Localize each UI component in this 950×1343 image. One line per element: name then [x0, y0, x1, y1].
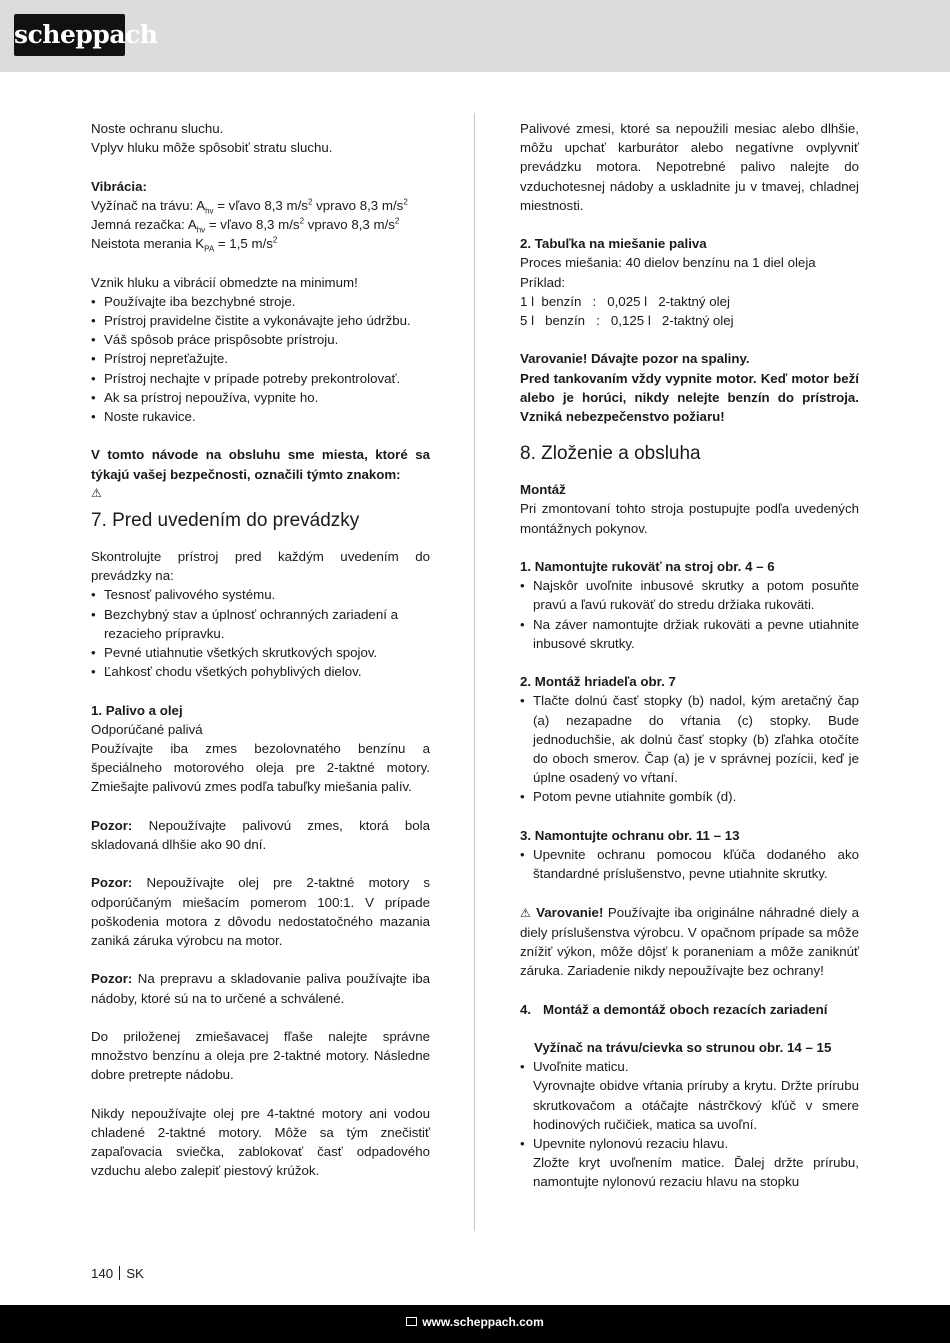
step-2-list — [520, 691, 859, 806]
column-divider — [474, 113, 475, 1231]
parts-warning: ⚠ Varovanie! Používajte iba originálne náhradné diely a diely príslušenstva výrobcu. V opačnom prípade sa môže znížiť výkon, môže dôjsť k poraneniam a môže zaniknúť záruka. Zariadenie nikdy nepoužívajte bez ochrany! — [520, 904, 859, 979]
safety-note: V tomto návode na obsluhu sme miesta, ktoré sa týkajú vašej bezpečnosti, označili týmto znakom: — [91, 447, 430, 482]
vibration-heading: Vibrácia: — [91, 178, 147, 194]
fuel-subheading: Odporúčané palivá — [91, 721, 203, 737]
fuel-heading: 1. Palivo a olej — [91, 702, 183, 718]
warning-triangle-icon: ⚠ — [91, 485, 102, 500]
step-1-heading: 1. Namontujte rukoväť na stroj obr. 4 – 6 — [520, 559, 775, 575]
right-column — [520, 119, 859, 1192]
example-label: Príklad: — [520, 274, 566, 290]
section-7-list — [91, 585, 430, 681]
refuel-warning: Pred tankovaním vždy vypnite motor. Keď motor beží alebo je horúci, nikdy nelejte benzín do prístroja. Vzniká nebezpečenstvo požiaru! — [520, 370, 859, 425]
list-item: • Potom pevne utiahnite gombík (d). — [520, 787, 859, 806]
mixing-ratio: Proces miešania: 40 dielov benzínu na 1 diel oleja — [520, 255, 816, 271]
vibration-line-2: Jemná rezačka: $A_{hv}$ = vľavo 8,3 $m/s^2$ vpravo 8,3 $m/s^2$ — [91, 216, 400, 235]
footer-bar — [0, 1305, 950, 1343]
step-3-heading: 3. Namontujte ochranu obr. 11 – 13 — [520, 827, 740, 843]
section-7-intro: Skontrolujte prístroj pred každým uvedením do prevádzky na: — [91, 549, 430, 584]
website-link[interactable]: www.scheppach.com — [0, 1315, 950, 1329]
caution-oil-ratio: Pozor: Nepoužívajte olej pre 2-taktné motory s odporúčaným miešacím pomerom 100:1. V prípade poškodenia motora z dôvodu nedostatočného mazania zaniká záruka výrobcu na motor. — [91, 875, 430, 949]
vibration-line-1: Vyžínač na trávu: $A_{hv}$ = vľavo 8,3 $m/s^2$ vpravo 8,3 $m/s^2$ — [91, 197, 408, 216]
mix-row: 5 l benzín : 0,125 l 2-taktný olej — [520, 313, 734, 329]
header-bar — [0, 0, 950, 72]
four-stroke-warning: Nikdy nepoužívajte olej pre 4-taktné motory ani vodou chladené 2-taktné motory. Môže sa tým znečistiť zapaľovacia sviečka, zablokovať časť odpadového vzduchu alebo zalepiť piestový krúžok. — [91, 1105, 430, 1179]
mixing-bottle-paragraph: Do priloženej zmiešavacej fľaše nalejte správne množstvo benzínu a oleja pre 2-taktné motory. Následne dobre pretrepte nádobu. — [91, 1029, 430, 1083]
mixing-table-heading: 2. Tabuľka na miešanie paliva — [520, 236, 707, 252]
section-8-title: 8. Zloženie a obsluha — [520, 443, 701, 465]
list-item: • Prístroj nepreťažujte. — [91, 349, 430, 368]
step-4-heading: 4. Montáž a demontáž oboch rezacích zariadení — [520, 1001, 828, 1017]
list-item: • Tesnosť palivového systému. — [91, 585, 430, 604]
section-7-title: 7. Pred uvedením do prevádzky — [91, 510, 360, 532]
assembly-heading: Montáž — [520, 482, 566, 498]
hearing-protection-text: Noste ochranu sluchu. — [91, 121, 224, 136]
exhaust-warning: Varovanie! Dávajte pozor na spaliny. — [520, 351, 750, 367]
caution-storage: Pozor: Nepoužívajte palivovú zmes, ktorá bola skladovaná dlhšie ako 90 dní. — [91, 817, 430, 853]
step-4-list — [520, 1057, 859, 1191]
list-item: • Najskôr uvoľnite inbusové skrutky a potom posuňte pravú a ľavú rukoväť do stredu držiaka rukoväti. — [520, 576, 859, 614]
list-item: • Tlačte dolnú časť stopky (b) nadol, kým aretačný čap (a) nezapadne do vŕtania (c) stopky. Bude jednoduchšie, ak dolnú časť stopky (b) zľahka otočíte do oboch smerov. Čap (a) je v správnej pozícii, keď je úplne osadený vo vŕtaní. — [520, 691, 859, 787]
hearing-loss-text: Vplyv hluku môže spôsobiť stratu sluchu. — [91, 140, 333, 156]
list-item: • Bezchybný stav a úplnosť ochranných zariadení a rezacieho prípravku. — [91, 605, 430, 643]
list-item: • Upevnite ochranu pomocou kľúča dodaného ako štandardné príslušenstvo, pevne utiahnite skrutky. — [520, 845, 859, 883]
list-item: • Prístroj nechajte v prípade potreby prekontrolovať. — [91, 369, 430, 388]
monitor-icon — [406, 1317, 417, 1326]
vibration-line-3: Neistota merania $K_{PA} = 1,5$ $m/s^2$ — [91, 235, 278, 254]
step-3-list — [520, 845, 859, 883]
trimmer-heading: Vyžínač na trávu/cievka so strunou obr. 14 – 15 — [534, 1040, 832, 1056]
list-item: • Ak sa prístroj nepoužíva, vypnite ho. — [91, 388, 430, 407]
fuel-paragraph: Používajte iba zmes bezolovnatého benzínu a špeciálneho motorového oleja pre 2-taktné motory. Zmiešajte palivovú zmes podľa tabuľky miešania palív. — [91, 741, 430, 795]
list-item: • Používajte iba bezchybné stroje. — [91, 292, 430, 311]
page-number: 140 SK — [91, 1266, 144, 1281]
list-item: • Na záver namontujte držiak rukoväti a pevne utiahnite inbusové skrutky. — [520, 615, 859, 653]
noise-list — [91, 292, 430, 426]
left-column — [91, 119, 430, 1181]
list-item: • Prístroj pravidelne čistite a vykonávajte jeho údržbu. — [91, 311, 430, 330]
list-item: • Váš spôsob práce prispôsobte prístroju. — [91, 330, 430, 349]
fuel-storage-paragraph: Palivové zmesi, ktoré sa nepoužili mesiac alebo dlhšie, môžu upchať karburátor alebo negatívne ovplyvniť prevádzku motora. Nepotrebné palivo nalejte do vzduchotesnej nádoby a uskladnite ju v tmavej, chladnej miestnosti. — [520, 121, 859, 213]
list-item: • Uvoľnite maticu. Vyrovnajte obidve vŕtania príruby a krytu. Držte prírubu skrutkovačom a otáčajte nástrčkový kľúč v smere hodinových ručičiek, matica sa uvoľní. — [520, 1057, 859, 1134]
step-1-list — [520, 576, 859, 653]
list-item: • Upevnite nylonovú rezaciu hlavu. Zložte kryt uvoľnením matice. Ďalej držte prírubu, namontujte nylonovú rezaciu hlavu na stopku — [520, 1134, 859, 1192]
brand-logo: scheppach — [14, 14, 125, 56]
warning-triangle-icon: ⚠ — [520, 905, 532, 920]
list-item: • Noste rukavice. — [91, 407, 430, 426]
caution-containers: Pozor: Na prepravu a skladovanie paliva používajte iba nádoby, ktoré sú na to určené a schválené. — [91, 971, 430, 1006]
noise-intro: Vznik hluku a vibrácií obmedzte na minimum! — [91, 274, 358, 290]
list-item: • Ľahkosť chodu všetkých pohyblivých dielov. — [91, 662, 430, 681]
list-item: • Pevné utiahnutie všetkých skrutkových spojov. — [91, 643, 430, 662]
mix-row: 1 l benzín : 0,025 l 2-taktný olej — [520, 293, 730, 309]
step-2-heading: 2. Montáž hriadeľa obr. 7 — [520, 674, 676, 690]
assembly-intro: Pri zmontovaní tohto stroja postupujte podľa uvedených montážnych pokynov. — [520, 501, 859, 536]
